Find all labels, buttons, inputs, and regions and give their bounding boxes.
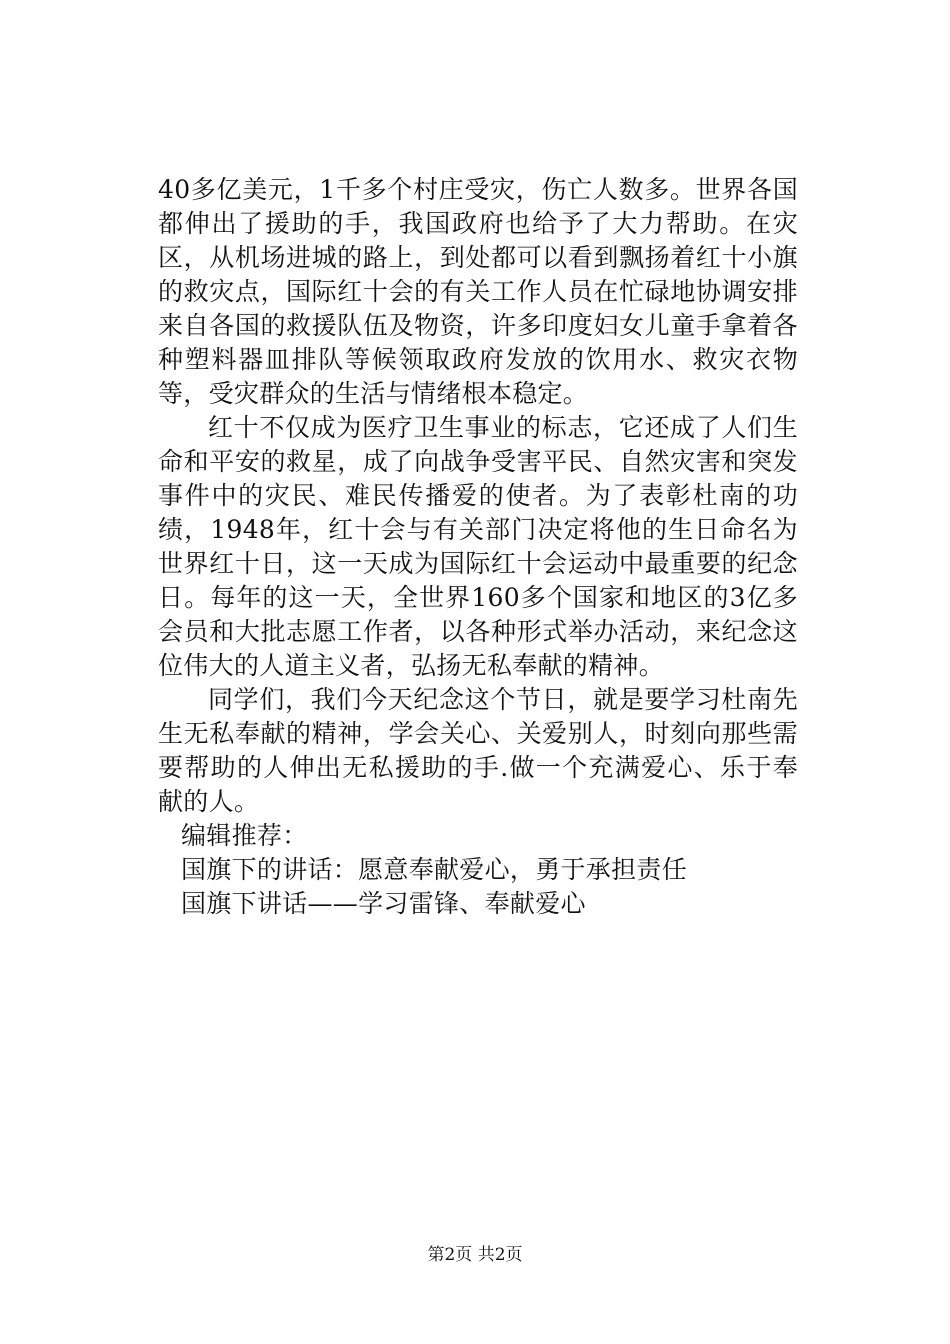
document-body: [158, 173, 798, 921]
page-number: 第2页 共2页: [427, 1245, 523, 1265]
recommend-heading: 编辑推荐：: [181, 821, 308, 850]
paragraph-students-appeal: 同学们，我们今天纪念这个节日，就是要学习杜南先生无私奉献的精神，学会关心、关爱别人，时刻向那些需要帮助的人伸出无私援助的手.做一个充满爱心、乐于奉献的人。: [158, 685, 798, 816]
page-footer: [0, 1244, 950, 1266]
paragraph-red-cross-day: 红十不仅成为医疗卫生事业的标志，它还成了人们生命和平安的救星，成了向战争受害平民、自然灾害和突发事件中的灾民、难民传播爱的使者。为了表彰杜南的功绩，1948年，红十会与有关部门决定将他的生日命名为世界红十日，这一天成为国际红十会运动中最重要的纪念日。每年的这一天，全世界160多个国家和地区的3亿多会员和大批志愿工作者，以各种形式举办活动，来纪念这位伟大的人道主义者，弘扬无私奉献的精神。: [158, 413, 798, 680]
paragraph-relief-aid: 40多亿美元，1千多个村庄受灾，伤亡人数多。世界各国都伸出了援助的手，我国政府也给予了大力帮助。在灾区，从机场进城的路上，到处都可以看到飘扬着红十小旗的救灾点，国际红十会的有关工作人员在忙碌地协调安排来自各国的救援队伍及物资，许多印度妇女儿童手拿着各种塑料器皿排队等候领取政府发放的饮用水、救灾衣物等，受灾群众的生活与情绪根本稳定。: [158, 175, 798, 408]
recommend-link-1[interactable]: 国旗下的讲话：愿意奉献爱心，勇于承担责任: [181, 855, 688, 884]
recommend-link-2[interactable]: 国旗下讲话——学习雷锋、奉献爱心: [181, 889, 586, 918]
